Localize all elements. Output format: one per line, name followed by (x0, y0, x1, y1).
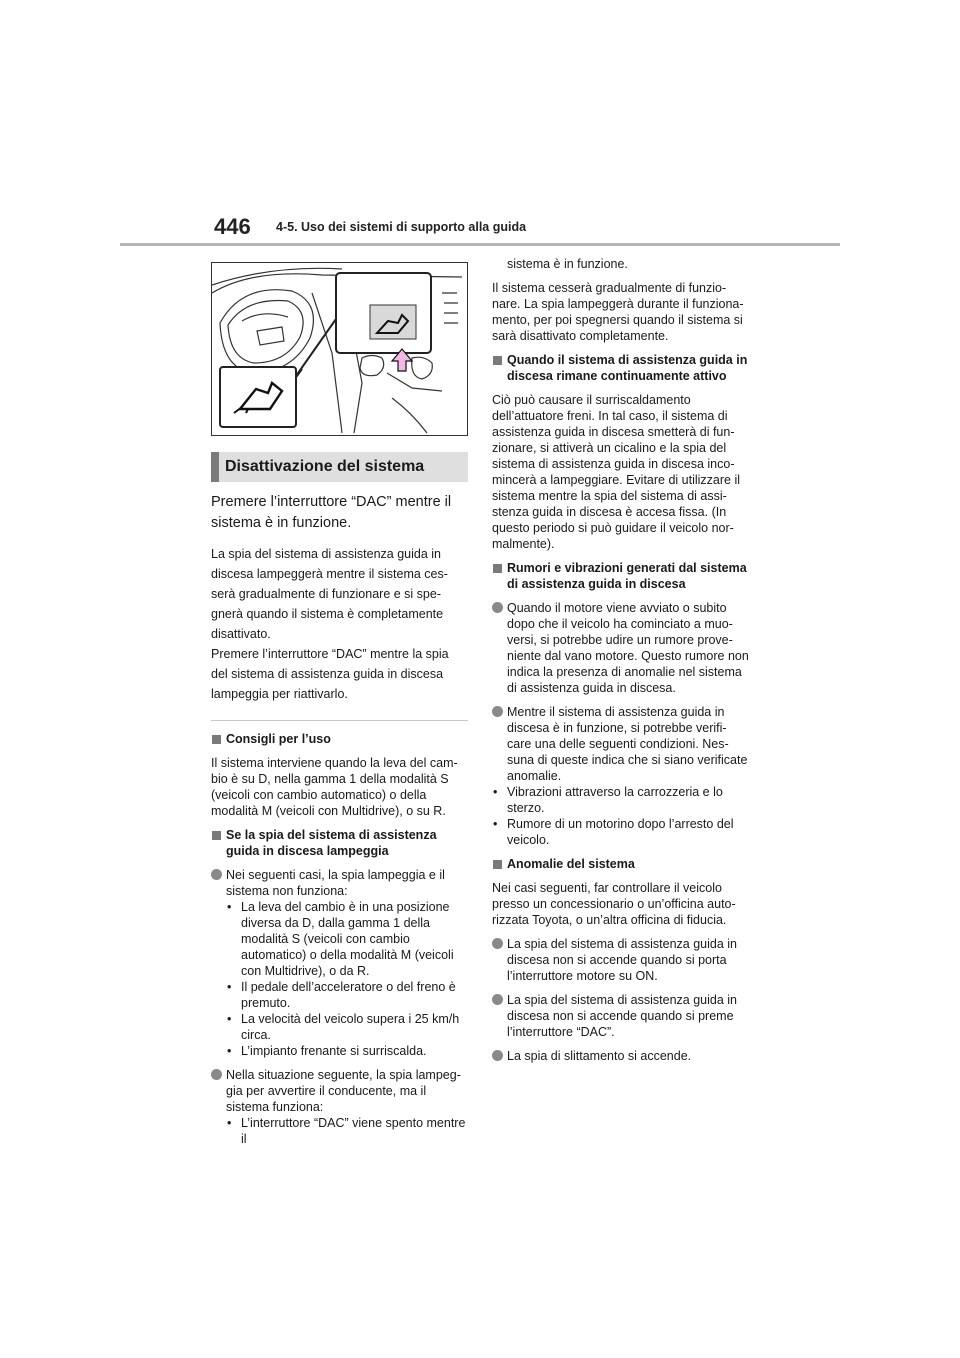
list-item: La spia di slittamento si accende. (492, 1048, 750, 1064)
divider (211, 720, 468, 721)
tips-heading: Consigli per l’uso (211, 731, 468, 747)
intro-lead: Premere l’interruttore “DAC” mentre il sistema è in funzione. (211, 494, 452, 531)
bullet-dot-icon (492, 994, 503, 1005)
sub-list-item: • Rumore di un motorino dopo l’arresto del veicolo. (493, 817, 734, 847)
bullet-dot-icon (492, 602, 503, 613)
list-item (211, 1067, 468, 1147)
list-item: Quando il motore viene avviato o subito dopo che il veicolo ha cominciato a muo-versi, si potrebbe udire un rumore prove-niente dal vano motore. Questo rumore non indica la presenza di anomalie nel sistema di assistenza guida in discesa. (492, 600, 750, 696)
blink-item-2: Nella situazione seguente, la spia lampeg-gia per avvertire il conducente, ma il sistema funziona: (226, 1068, 461, 1114)
sub-list-item: • Vibrazioni attraverso la carrozzeria e lo sterzo. (493, 785, 723, 815)
list-item (211, 867, 468, 1059)
fault-heading: Anomalie del sistema (492, 856, 750, 872)
sub-list-item: • La velocità del veicolo supera i 25 km/h circa. (227, 1012, 460, 1042)
intro-body-1: La spia del sistema di assistenza guida in discesa lampeggerà mentre il sistema ces-serà gradualmente di funzionare e si spe-gnerà quando il sistema è completamente disattivato. (211, 547, 448, 641)
continued-text: sistema è in funzione. (507, 257, 628, 271)
list-item: Mentre il sistema di assistenza guida in discesa è in funzione, si potrebbe verifi-care una delle seguenti condizioni. Nes-suna di queste indica che si siano verificate anomalie. • Vibrazioni attraverso la carrozzeria e lo sterzo. • Rumore di un motorino dopo l’arresto del veicolo. (492, 704, 750, 848)
bullet-dot-icon (211, 1069, 222, 1080)
continued-paragraph: Il sistema cesserà gradualmente di funzio-nare. La spia lampeggerà durante il funziona-mento, per poi spegnersi quando il sistema si sarà disattivato completamente. (492, 281, 744, 343)
bullet-dot-icon (492, 706, 503, 717)
left-column (211, 262, 468, 1155)
bullet-dot-icon (211, 869, 222, 880)
list-item: La spia del sistema di assistenza guida in discesa non si accende quando si preme l’interruttore “DAC”. (492, 992, 750, 1040)
bullet-dot-icon (492, 938, 503, 949)
header-rule (120, 243, 840, 246)
dashboard-illustration (211, 262, 468, 436)
bullet-dot-icon (492, 1050, 503, 1061)
tips-text: Il sistema interviene quando la leva del cam-bio è su D, nella gamma 1 della modalità S (veicoli con cambio automatico) o della modalità M (veicoli con Multidrive), o su R. (211, 756, 458, 818)
blink-heading: Se la spia del sistema di assistenza guida in discesa lampeggia (211, 827, 468, 859)
active-text: Ciò può causare il surriscaldamento dell’attuatore freni. In tal caso, il sistema di assistenza guida in discesa smetterà di fun-zionare, si attiverà un cicalino e la spia del sistema di assistenza guida in discesa inco-mincerà a lampeggiare. Evitare di utilizzare il sistema mentre la spia del sistema di assi-stenza guida in discesa è accesa fissa. (In questo periodo si può guidare il veicolo nor-malmente). (492, 393, 741, 551)
right-column (492, 256, 750, 1072)
section-title: Disattivazione del sistema (225, 458, 425, 475)
sub-list-item: • L’interruttore “DAC” viene spento mentre il (227, 1116, 466, 1146)
dac-switch-illustration-svg (212, 263, 467, 435)
section-heading (211, 452, 468, 482)
active-heading: Quando il sistema di assistenza guida in discesa rimane continuamente attivo (492, 352, 750, 384)
blink-item-1: Nei seguenti casi, la spia lampeggia e il sistema non funziona: (226, 868, 445, 898)
sub-list-item: • La leva del cambio è in una posizione diversa da D, dalla gamma 1 della modalità S (veicoli con cambio automatico) o della modalità M (veicoli con Multidrive), o da R. (227, 900, 454, 978)
fault-text: Nei casi seguenti, far controllare il veicolo presso un concessionario o un’officina auto-rizzata Toyota, o un’altra officina di fiducia. (492, 881, 736, 927)
list-item: La spia del sistema di assistenza guida in discesa non si accende quando si porta l’interruttore motore su ON. (492, 936, 750, 984)
page-number: 446 (214, 214, 251, 239)
sub-list-item: • Il pedale dell’acceleratore o del freno è premuto. (227, 980, 456, 1010)
noise-heading: Rumori e vibrazioni generati dal sistema di assistenza guida in discesa (492, 560, 750, 592)
chapter-title: 4-5. Uso dei sistemi di supporto alla guida (276, 220, 527, 234)
intro-body-2: Premere l’interruttore “DAC” mentre la spia del sistema di assistenza guida in discesa lampeggia per riattivarlo. (211, 647, 449, 701)
sub-list-item: • L’impianto frenante si surriscalda. (227, 1044, 427, 1058)
